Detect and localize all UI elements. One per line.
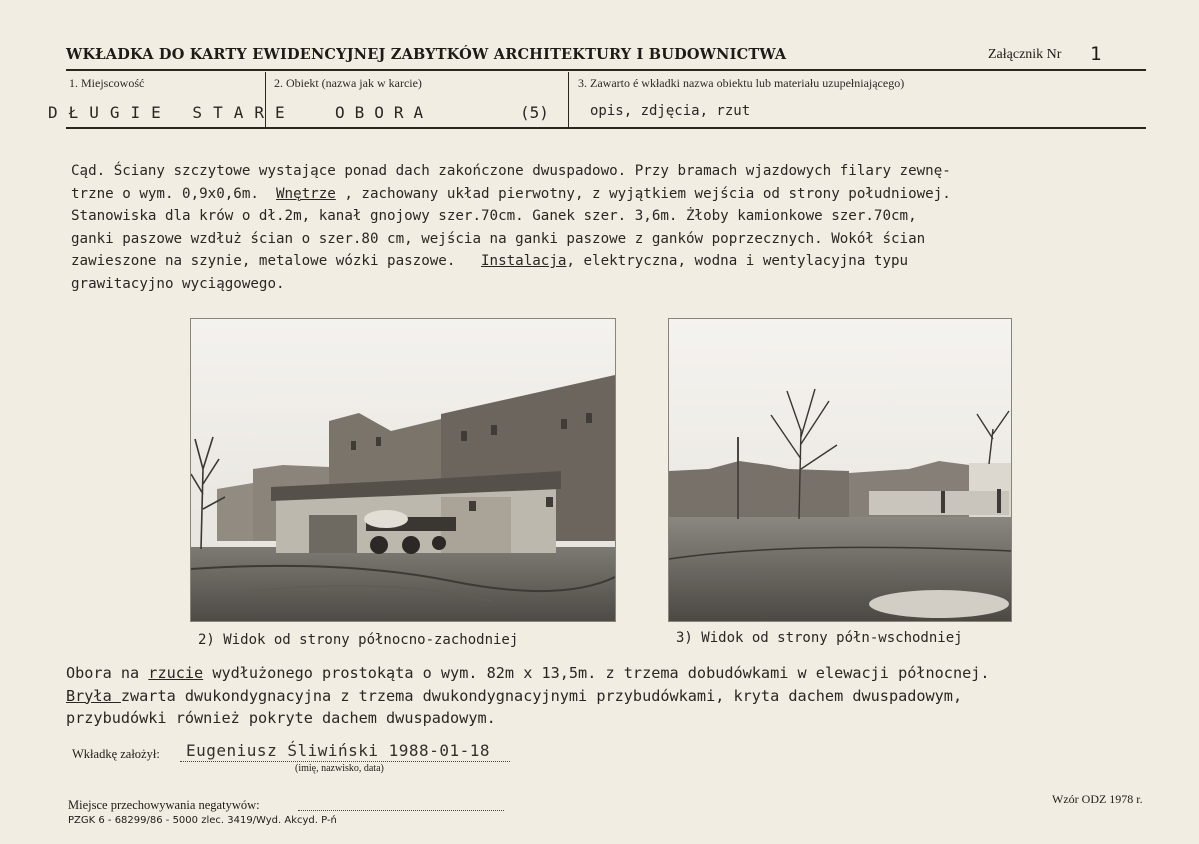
plan-line: Obora na [66, 664, 149, 682]
description-line: trzne o wym. 0,9x0,6m. [71, 185, 276, 202]
sheet-title: WKŁADKA DO KARTY EWIDENCYJNEJ ZABYTKÓW ARCHITEKTURY I BUDOWNICTWA [66, 46, 787, 63]
annex-number: 1 [1090, 43, 1102, 65]
plan-text [66, 662, 1166, 730]
fields-rule [66, 127, 1146, 129]
photo-northwest-image [191, 319, 615, 621]
negatives-label: Miejsce przechowywania negatywów: [68, 798, 260, 812]
plan-line: zwarta dwukondygnacyjna z trzema dwukondygnacyjnymi przybudówkami, kryta dachem dwuspadowym, [120, 686, 963, 705]
plan-line: wydłużonego prostokąta o wym. 82m x 13,5m. z trzema dobudówkami w elewacji północnej. [203, 664, 990, 682]
supplement-value: opis, zdjęcia, rzut [590, 103, 751, 119]
print-info: PZGK 6 - 68299/86 - 5000 zlec. 3419/Wyd. Akcyd. P-ń [68, 815, 337, 826]
plan-heading: rzucie [148, 664, 204, 682]
description-text [71, 160, 1161, 295]
form-pattern: Wzór ODZ 1978 r. [1052, 792, 1143, 806]
object-label: 2. Obiekt (nazwa jak w karcie) [274, 76, 422, 90]
object-value: OBORA [335, 103, 434, 122]
interior-heading: Wnętrze [276, 185, 336, 202]
founder-dotline [180, 761, 510, 762]
founder-label: Wkładkę założył: [72, 747, 160, 761]
founder-hint: (imię, nazwisko, data) [295, 763, 384, 774]
place-label: 1. Miejscowość [69, 76, 145, 90]
field-divider-2 [568, 72, 569, 128]
installation-heading: Instalacja [481, 253, 567, 269]
header-rule [66, 69, 1146, 71]
supplement-label: 3. Zawarto é wkładki nazwa obiektu lub materiału uzupełniającego) [578, 76, 905, 90]
description-line: , zachowany układ pierwotny, z wyjątkiem wejścia od strony południowej. [335, 185, 951, 202]
description-line: , elektryczna, wodna i wentylacyjna typu [566, 253, 909, 269]
description-line: Stanowiska dla krów o dł.2m, kanał gnojowy szer.70cm. Ganek szer. 3,6m. Żłoby kamionkowe szer.70cm, [71, 208, 917, 224]
description-line: Cąd. Ściany szczytowe wystające ponad dach zakończone dwuspadowo. Przy bramach wjazdowych filary zewnę- [71, 163, 951, 179]
caption-northwest: 2) Widok od strony północno-zachodniej [198, 632, 519, 648]
photo-northeast-image [669, 319, 1011, 621]
photo-northeast-view [668, 318, 1012, 622]
annex-label: Załącznik Nr [988, 47, 1062, 62]
object-number: (5) [520, 103, 549, 122]
place-value: DŁUGIE STARE [48, 103, 296, 122]
massing-heading: Bryła [66, 686, 121, 705]
description-line: grawitacyjno wyciągowego. [71, 275, 285, 292]
caption-northeast: 3) Widok od strony półn-wschodniej [676, 630, 963, 646]
founder-signature: Eugeniusz Śliwiński 1988-01-18 [186, 741, 490, 760]
description-line: ganki paszowe wzdłuż ścian o szer.80 cm, wejścia na ganki paszowe z ganków poprzecznych. Wokół ścian [71, 230, 926, 247]
description-line: zawieszone na szynie, metalowe wózki paszowe. [71, 253, 481, 269]
photo-northwest-view [190, 318, 616, 622]
negatives-dotline [298, 810, 504, 811]
plan-line: przybudówki również pokryte dachem dwuspadowym. [66, 709, 496, 727]
